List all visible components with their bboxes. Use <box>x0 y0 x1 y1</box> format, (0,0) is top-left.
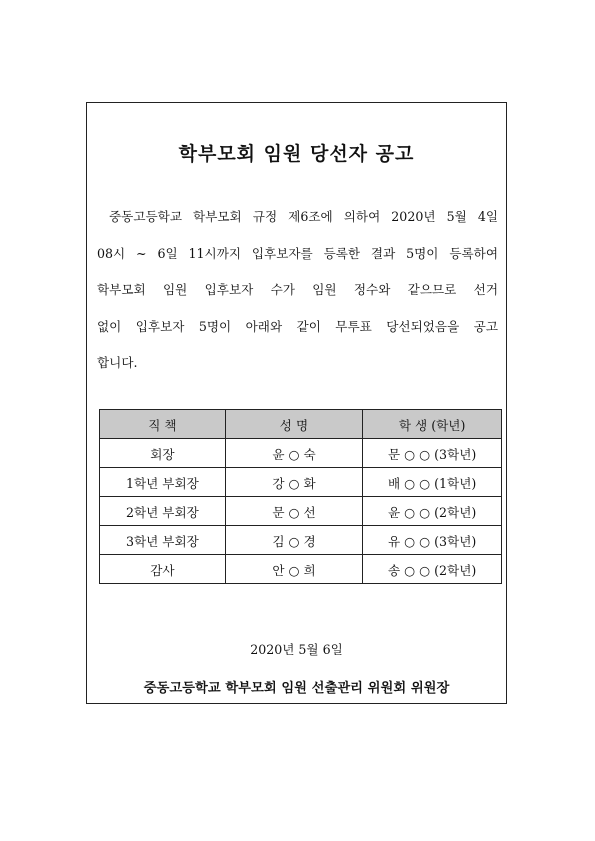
cell-name: 김 ○ 경 <box>225 526 363 555</box>
officers-table <box>99 409 502 584</box>
cell-student: 배 ○ ○ (1학년) <box>363 468 502 497</box>
cell-position: 3학년 부회장 <box>100 526 226 555</box>
table-row <box>100 439 502 468</box>
cell-student: 송 ○ ○ (2학년) <box>363 555 502 584</box>
cell-name: 윤 ○ 숙 <box>225 439 363 468</box>
table-row <box>100 526 502 555</box>
body-line: 학부모회 임원 입후보자 수가 임원 정수와 같으므로 선거 <box>97 282 498 298</box>
cell-position: 감사 <box>100 555 226 584</box>
notice-frame <box>86 102 507 704</box>
table-row <box>100 555 502 584</box>
notice-date: 2020년 5월 6일 <box>250 642 343 657</box>
cell-position: 1학년 부회장 <box>100 468 226 497</box>
header-student: 학 생 (학년) <box>363 410 502 439</box>
notice-signature: 중동고등학교 학부모회 임원 선출관리 위원회 위원장 <box>143 681 450 696</box>
cell-name: 문 ○ 선 <box>225 497 363 526</box>
body-line: 합니다. <box>97 355 138 371</box>
header-name: 성 명 <box>225 410 363 439</box>
cell-position: 회장 <box>100 439 226 468</box>
body-line: 중동고등학교 학부모회 규정 제6조에 의하여 2020년 5월 4일 <box>109 209 498 224</box>
table-row <box>100 497 502 526</box>
cell-student: 유 ○ ○ (3학년) <box>363 526 502 555</box>
cell-name: 안 ○ 희 <box>225 555 363 584</box>
body-line: 08시 ~ 6일 11시까지 입후보자를 등록한 결과 5명이 등록하여 <box>97 245 498 261</box>
table-row <box>100 468 502 497</box>
table-header-row <box>100 410 502 439</box>
cell-student: 윤 ○ ○ (2학년) <box>363 497 502 526</box>
cell-name: 강 ○ 화 <box>225 468 363 497</box>
cell-student: 문 ○ ○ (3학년) <box>363 439 502 468</box>
notice-body <box>97 199 498 382</box>
cell-position: 2학년 부회장 <box>100 497 226 526</box>
header-position: 직 책 <box>100 410 226 439</box>
body-line: 없이 입후보자 5명이 아래와 같이 무투표 당선되었음을 공고 <box>97 318 498 334</box>
notice-title: 학부모회 임원 당선자 공고 <box>178 143 415 165</box>
